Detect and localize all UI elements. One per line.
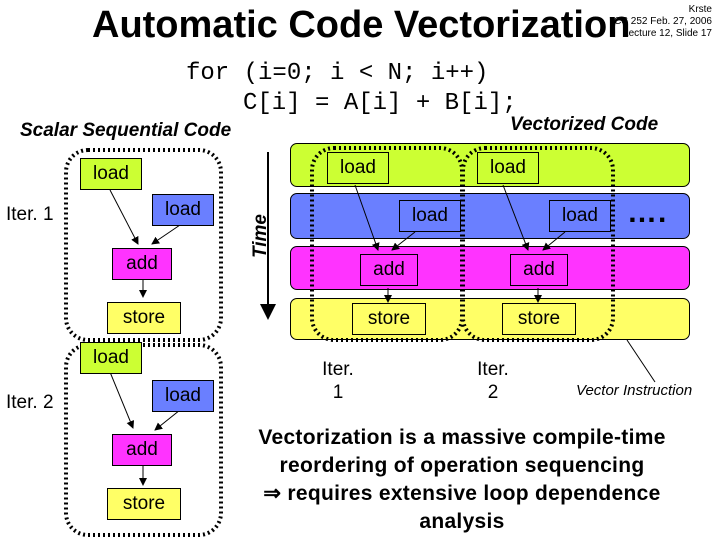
vector-iter1-label	[318, 358, 358, 404]
meta-lecture-slide: Lecture 12, Slide 17	[623, 28, 712, 39]
conclusion-line-2: reordering of operation sequencing	[279, 454, 645, 477]
scalar-iter1-label: Iter. 1	[6, 204, 54, 225]
vector-iter1-load-b: load	[399, 200, 461, 232]
vector-iter2-add: add	[510, 254, 568, 286]
scalar-iter2-label: Iter. 2	[6, 392, 54, 413]
code-line-body: C[i] = A[i] + B[i];	[243, 90, 517, 117]
meta-author: Krste	[688, 4, 712, 15]
code-line-for: for (i=0; i < N; i++)	[186, 60, 489, 87]
vector-instruction-callout	[627, 340, 655, 382]
vectorized-code-label: Vectorized Code	[510, 114, 659, 135]
vector-iter2-load-a: load	[477, 152, 539, 184]
scalar-iter2-add: add	[112, 434, 172, 466]
scalar-iter2-load-b: load	[152, 380, 214, 412]
scalar-code-label: Scalar Sequential Code	[20, 120, 232, 141]
slide-title: Automatic Code Vectorization	[92, 4, 631, 46]
scalar-iter2-store: store	[107, 488, 181, 520]
vector-instruction-label: Vector Instruction	[576, 382, 693, 399]
vector-iter1-store: store	[352, 303, 426, 335]
scalar-iter1-load-a: load	[80, 158, 142, 190]
more-iterations-ellipsis: ….	[627, 196, 668, 229]
time-axis-label: Time	[250, 214, 271, 259]
vector-iter1-label-number: 1	[332, 382, 344, 403]
meta-course-date: CS 252 Feb. 27, 2006	[614, 16, 712, 27]
vector-iter2-store: store	[502, 303, 576, 335]
vector-iter2-label	[473, 358, 513, 404]
conclusion-text	[222, 424, 702, 536]
vector-iter1-add: add	[360, 254, 418, 286]
conclusion-line-4: analysis	[419, 510, 505, 533]
conclusion-line-3: ⇒ requires extensive loop dependence	[263, 482, 661, 505]
conclusion-line-1: Vectorization is a massive compile-time	[258, 426, 666, 449]
scalar-iter2-load-a: load	[80, 342, 142, 374]
scalar-iter1-load-b: load	[152, 194, 214, 226]
vector-iter2-load-b: load	[549, 200, 611, 232]
vector-iter1-label-word: Iter.	[322, 359, 354, 380]
vector-iter2-label-word: Iter.	[477, 359, 509, 380]
scalar-iter1-add: add	[112, 248, 172, 280]
vector-iter2-label-number: 2	[487, 382, 499, 403]
scalar-iter1-store: store	[107, 302, 181, 334]
vector-iter1-load-a: load	[327, 152, 389, 184]
